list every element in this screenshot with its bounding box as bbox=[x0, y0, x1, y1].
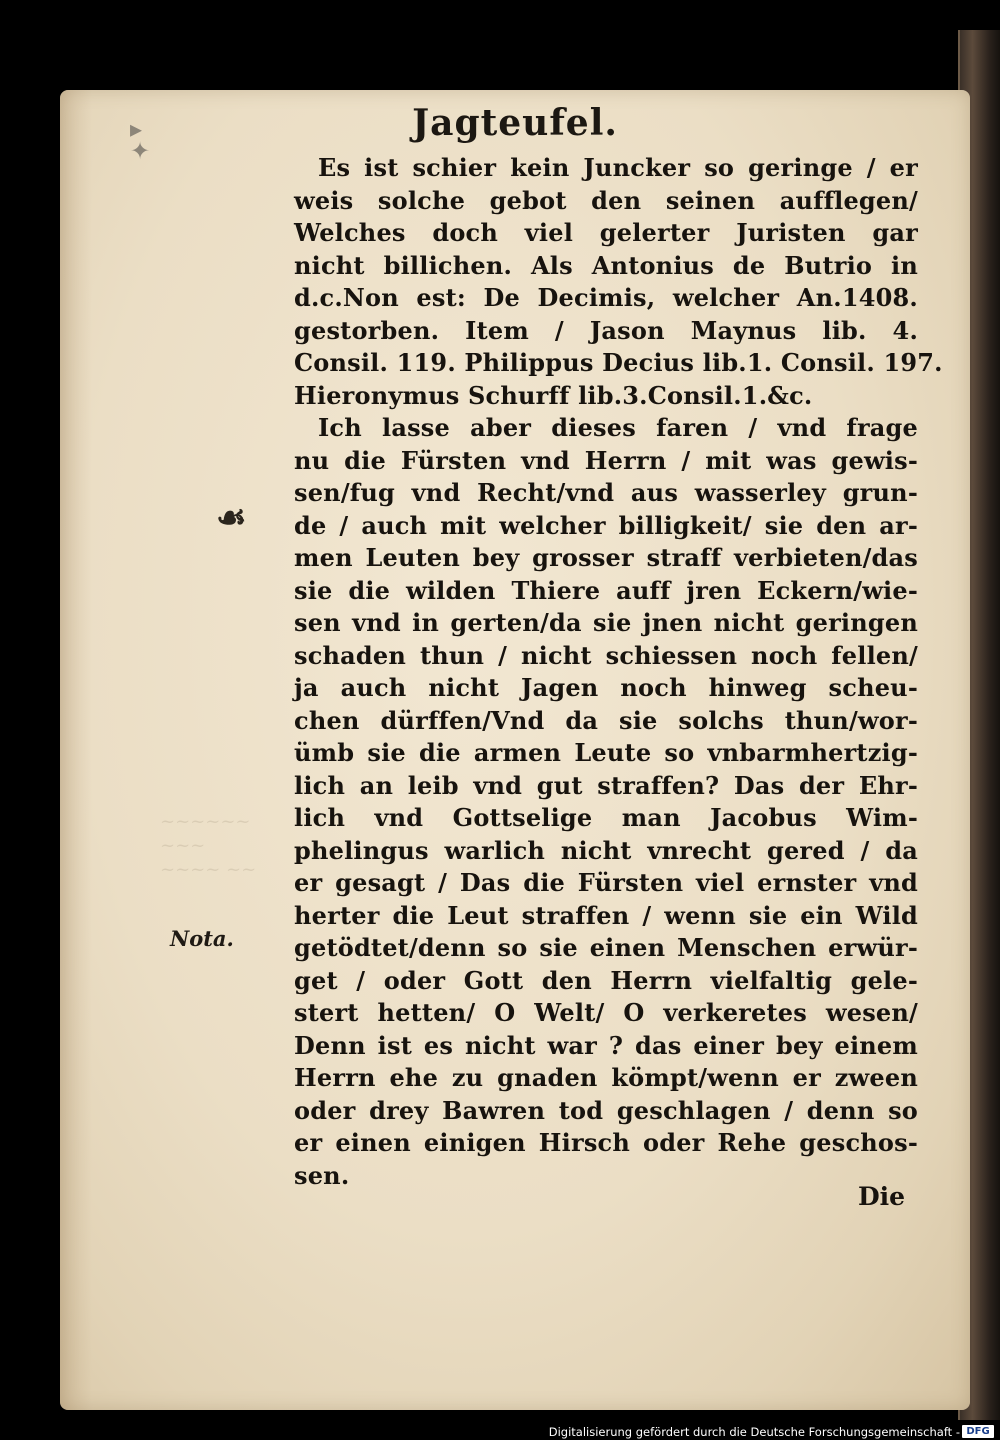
ink-smudge-mark: ▸ ✦ bbox=[130, 115, 161, 165]
text-line: get / oder Gott den Herrn vielfaltig gele- bbox=[294, 965, 918, 995]
text-line: weis solche gebot den seinen aufflegen/ bbox=[294, 185, 918, 215]
text-line: sen. bbox=[294, 1160, 350, 1190]
book-page bbox=[60, 90, 970, 1410]
text-line: Herrn ehe zu gnaden kömpt/wenn er zween bbox=[294, 1063, 918, 1092]
text-line: schaden thun / nicht schiessen noch fellen/ bbox=[294, 640, 918, 670]
text-line: nu die Fürsten vnd Herrn / mit was gewis- bbox=[294, 445, 918, 475]
running-title: Jagteufel. bbox=[412, 102, 618, 144]
text-line: de / auch mit welcher billigkeit/ sie den ar- bbox=[294, 510, 918, 540]
text-line: er gesagt / Das die Fürsten viel ernster vnd bbox=[294, 868, 918, 897]
body-text-block bbox=[294, 152, 943, 1192]
text-line: d.c.Non est: De Decimis, welcher An.1408. bbox=[294, 283, 918, 312]
bleed-through-text: ~~~~~~ ~~~ ~~~~ ~~ bbox=[160, 811, 257, 880]
text-line: oder drey Bawren tod geschlagen / denn so bbox=[294, 1095, 918, 1125]
text-line: lich vnd Gottselige man Jacobus Wim- bbox=[294, 803, 918, 832]
text-line: Consil. 119. Philippus Decius lib.1. Consil. 197. bbox=[294, 348, 943, 377]
text-line: ümb sie die armen Leute so vnbarmhertzig- bbox=[294, 738, 918, 767]
text-line: er einen einigen Hirsch oder Rehe geschos- bbox=[294, 1128, 918, 1157]
text-line: sie die wilden Thiere auff jren Eckern/wie- bbox=[294, 575, 918, 605]
text-line: phelingus warlich nicht vnrecht gered / da bbox=[294, 835, 918, 865]
text-line: Ich lasse aber dieses faren / vnd frage bbox=[318, 413, 918, 442]
text-line: gestorben. Item / Jason Maynus lib. 4. bbox=[294, 315, 918, 345]
text-line: herter die Leut straffen / wenn sie ein Wild bbox=[294, 900, 918, 930]
marginal-manicule-icon: ☙ bbox=[216, 498, 247, 538]
catchword: Die bbox=[858, 1182, 906, 1211]
text-line: stert hetten/ O Welt/ O verkeretes wesen/ bbox=[294, 998, 918, 1027]
text-line: Hieronymus Schurff lib.3.Consil.1.&c. bbox=[294, 380, 813, 410]
text-line: chen dürffen/Vnd da sie solchs thun/wor- bbox=[294, 705, 918, 735]
text-line: nicht billichen. Als Antonius de Butrio in bbox=[294, 250, 918, 280]
text-line: sen/fug vnd Recht/vnd aus wasserley grun- bbox=[294, 478, 918, 507]
digitization-credit: Digitalisierung gefördert durch die Deutsche Forschungsgemeinschaft - bbox=[548, 1425, 960, 1439]
text-line: Welches doch viel gelerter Juristen gar bbox=[294, 218, 918, 247]
text-line: Es ist schier kein Juncker so geringe / er bbox=[318, 153, 918, 182]
dfg-logo: DFG bbox=[962, 1425, 994, 1438]
text-line: sen vnd in gerten/da sie jnen nicht geringen bbox=[294, 608, 918, 637]
text-line: Denn ist es nicht war ? das einer bey einem bbox=[294, 1030, 918, 1060]
text-line: men Leuten bey grosser straff verbieten/das bbox=[294, 543, 918, 572]
marginal-note-nota: Nota. bbox=[170, 926, 234, 951]
text-line: ja auch nicht Jagen noch hinweg scheu- bbox=[294, 673, 918, 702]
text-line: lich an leib vnd gut straffen? Das der Ehr- bbox=[294, 770, 918, 800]
text-line: getödtet/denn so sie einen Menschen erwür- bbox=[294, 933, 918, 962]
